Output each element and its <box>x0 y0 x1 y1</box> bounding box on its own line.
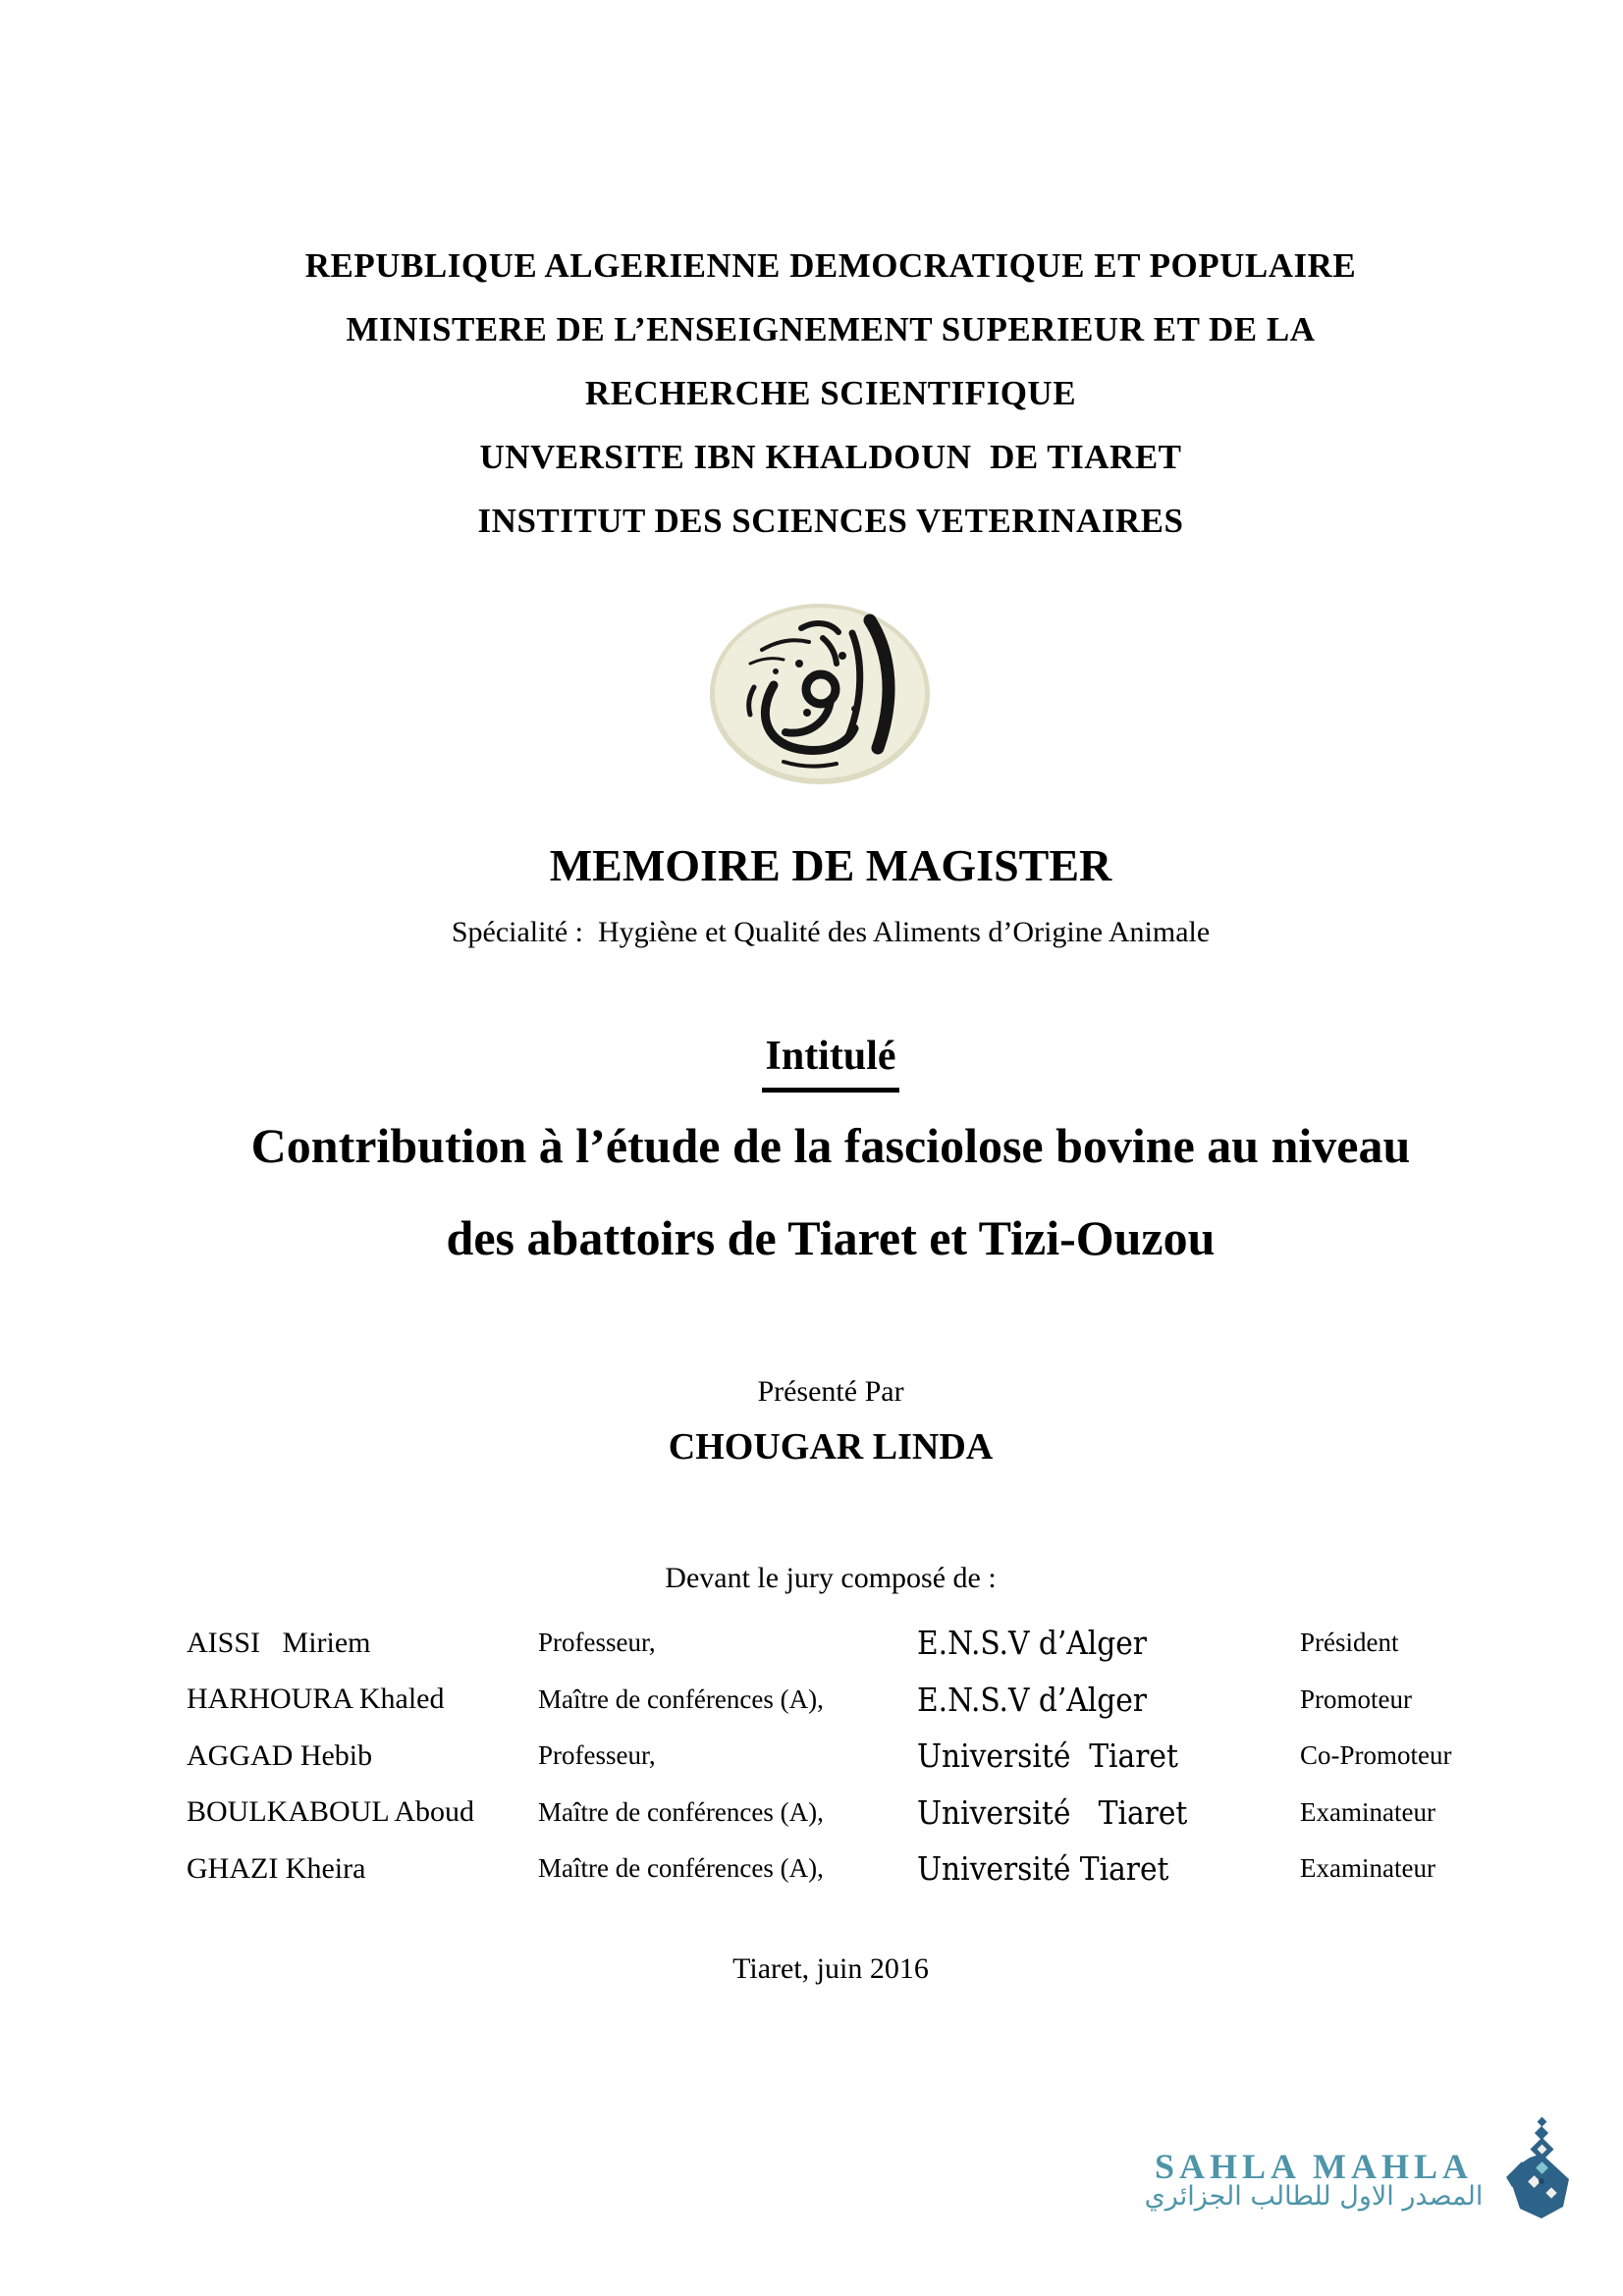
jury-institution-cell: E.N.S.V d’Alger <box>917 1624 1147 1663</box>
thesis-label: Intitulé <box>762 1027 898 1093</box>
jury-title-cell: Maître de conférences (A), <box>538 1796 824 1827</box>
header-line-republic: REPUBLIQUE ALGERIENNE DEMOCRATIQUE ET POPULAIRE <box>304 246 1357 285</box>
jury-name-cell: BOULKABOUL Aboud <box>187 1795 475 1829</box>
jury-row <box>187 1841 1492 1897</box>
jury-role-cell: Promoteur <box>1300 1683 1412 1714</box>
jury-institution-cell: E.N.S.V d’Alger <box>917 1680 1147 1719</box>
jury-row <box>187 1785 1492 1842</box>
jury-role-cell: Président <box>1300 1628 1399 1658</box>
jury-row <box>187 1728 1492 1785</box>
jury-table <box>187 1615 1492 1897</box>
jury-institution-cell: Université Tiaret <box>917 1736 1178 1776</box>
footer-brand-text: SAHLA MAHLA <box>1154 2147 1474 2186</box>
thesis-title-line2: des abattoirs de Tiaret et Tizi-Ouzou <box>446 1210 1216 1265</box>
jury-name-cell: AGGAD Hebib <box>187 1738 373 1772</box>
jury-role-cell: Co-Promoteur <box>1300 1740 1452 1771</box>
author-name: CHOUGAR LINDA <box>668 1426 994 1468</box>
jury-title-cell: Professeur, <box>538 1628 656 1658</box>
jury-title-cell: Professeur, <box>538 1740 656 1771</box>
university-seal-logo <box>705 599 935 791</box>
degree-title: MEMOIRE DE MAGISTER <box>549 840 1112 890</box>
thesis-label-wrap <box>187 1027 1475 1086</box>
footer-brand-tagline-arabic: المصدر الاول للطالب الجزائري <box>1144 2181 1484 2212</box>
footer-brand-emblem-icon <box>1504 2116 1579 2224</box>
header-line-research: RECHERCHE SCIENTIFIQUE <box>584 374 1077 412</box>
header-line-ministry: MINISTERE DE L’ENSEIGNEMENT SUPERIEUR ET DE LA <box>346 310 1316 348</box>
jury-institution-cell: Université Tiaret <box>917 1792 1188 1832</box>
jury-row <box>187 1672 1492 1729</box>
presented-by-label: Présenté Par <box>757 1375 904 1408</box>
jury-role-cell: Examinateur <box>1300 1796 1435 1827</box>
jury-name-cell: AISSI Miriem <box>187 1626 371 1659</box>
thesis-title <box>187 1099 1475 1284</box>
jury-heading: Devant le jury composé de : <box>665 1562 997 1594</box>
jury-row <box>187 1615 1492 1672</box>
jury-name-cell: HARHOURA Khaled <box>187 1682 445 1716</box>
jury-name-cell: GHAZI Kheira <box>187 1851 366 1885</box>
place-date: Tiaret, juin 2016 <box>732 1952 929 1985</box>
header-block <box>187 234 1475 553</box>
specialty-line: Spécialité : Hygiène et Qualité des Aliments d’Origine Animale <box>451 916 1211 948</box>
header-line-university: UNVERSITE IBN KHALDOUN DE TIARET <box>479 438 1182 476</box>
university-seal-icon <box>705 599 935 791</box>
header-line-institute: INSTITUT DES SCIENCES VETERINAIRES <box>477 502 1184 540</box>
thesis-title-line1: Contribution à l’étude de la fasciolose bovine au niveau <box>250 1118 1411 1173</box>
jury-role-cell: Examinateur <box>1300 1853 1435 1884</box>
jury-institution-cell: Université Tiaret <box>917 1849 1169 1889</box>
kufic-emblem-icon <box>1504 2116 1579 2224</box>
jury-title-cell: Maître de conférences (A), <box>538 1853 824 1884</box>
jury-title-cell: Maître de conférences (A), <box>538 1683 824 1714</box>
